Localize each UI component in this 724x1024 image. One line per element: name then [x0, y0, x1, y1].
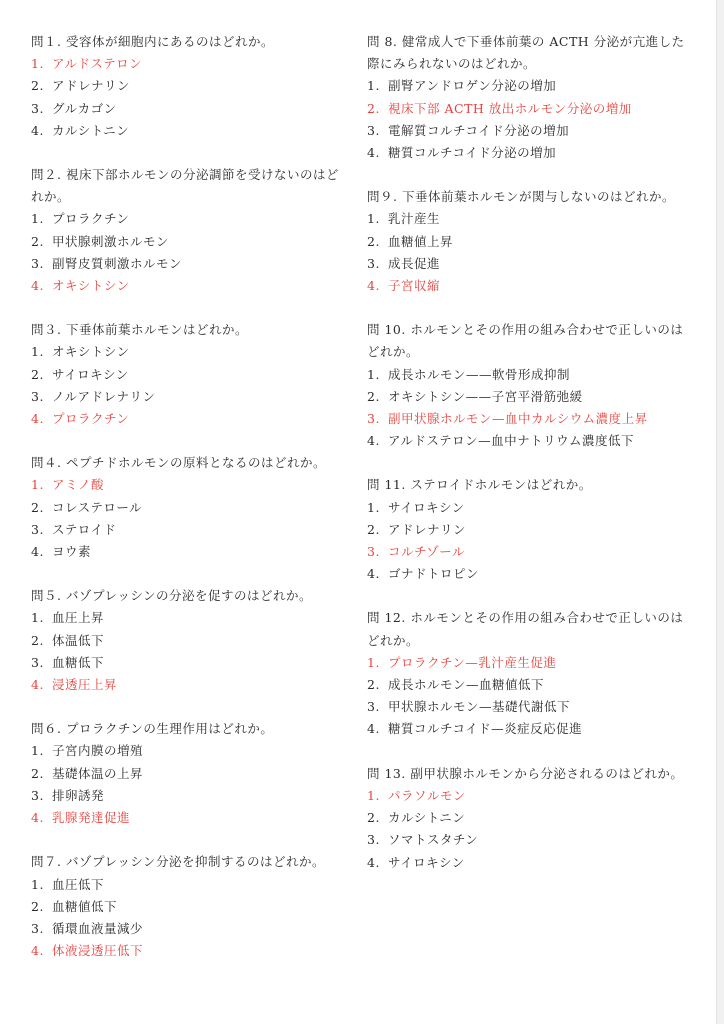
option-number: 2. [367, 677, 380, 693]
option-text: 血糖低下 [52, 654, 105, 670]
option-number: 3. [367, 544, 380, 560]
option-number: 3. [31, 100, 44, 116]
option-3 [367, 696, 687, 718]
option-text: 副腎アンドロゲン分泌の増加 [388, 78, 557, 94]
option-4 [31, 541, 351, 563]
option-1 [31, 740, 351, 762]
option-number: 1. [31, 211, 44, 227]
option-text: コレステロール [52, 499, 143, 515]
option-1 [367, 652, 687, 674]
option-number: 2. [31, 233, 44, 249]
option-text: カルシトニン [388, 810, 466, 826]
question-3 [31, 319, 351, 430]
option-text: 基礎体温の上昇 [52, 765, 144, 781]
option-number: 2. [367, 810, 380, 826]
option-2 [367, 519, 687, 541]
option-text: ノルアドレナリン [52, 388, 156, 404]
option-2 [31, 75, 351, 97]
option-number: 3. [31, 654, 44, 670]
option-number: 4. [367, 566, 380, 582]
question-4 [31, 452, 351, 563]
left-column [31, 31, 351, 984]
question-text: 問 10. ホルモンとその作用の組み合わせで正しいのはどれか。 [367, 322, 684, 360]
option-2 [31, 896, 351, 918]
option-3 [31, 785, 351, 807]
option-number: 4. [367, 433, 380, 449]
option-2 [31, 497, 351, 519]
option-number: 1. [367, 366, 380, 382]
option-number: 1. [31, 610, 44, 626]
option-text: サイロキシン [52, 366, 129, 382]
option-1 [31, 474, 351, 496]
option-text: 体液浸透圧低下 [52, 943, 144, 959]
option-text: 浸透圧上昇 [52, 677, 118, 693]
option-1 [367, 497, 687, 519]
option-text: ヨウ素 [52, 544, 92, 560]
option-3 [31, 253, 351, 275]
option-number: 2. [31, 78, 44, 94]
option-number: 1. [367, 654, 380, 670]
option-2 [367, 98, 687, 120]
option-2 [31, 630, 351, 652]
question-13 [367, 763, 687, 874]
option-number: 2. [31, 632, 44, 648]
option-number: 1. [31, 876, 44, 892]
option-2 [31, 231, 351, 253]
option-text: オキシトシン [52, 344, 130, 360]
question-10 [367, 319, 687, 452]
option-text: 乳汁産生 [388, 211, 441, 227]
option-text: プロラクチン—乳汁産生促進 [388, 654, 557, 670]
option-4 [367, 275, 687, 297]
question-12 [367, 607, 687, 740]
option-number: 2. [367, 100, 380, 116]
option-text: 糖質コルチコイド分泌の増加 [388, 145, 557, 161]
option-text: 循環血液量減少 [52, 920, 144, 936]
option-4 [31, 807, 351, 829]
option-text: プロラクチン [52, 211, 130, 227]
option-1 [31, 208, 351, 230]
option-number: 4. [31, 278, 44, 294]
option-number: 3. [367, 255, 380, 271]
option-3 [367, 253, 687, 275]
option-number: 4. [367, 145, 380, 161]
option-text: オキシトシン [52, 278, 130, 294]
question-text: 問７. バゾプレッシン分泌を抑制するのはどれか。 [31, 854, 326, 870]
option-number: 3. [367, 411, 380, 427]
option-3 [367, 120, 687, 142]
option-number: 1. [367, 211, 380, 227]
option-number: 3. [367, 832, 380, 848]
option-3 [367, 541, 687, 563]
option-number: 4. [31, 677, 44, 693]
scrollbar-track[interactable] [716, 0, 724, 1024]
option-number: 4. [31, 810, 44, 826]
question-text: 問３. 下垂体前葉ホルモンはどれか。 [31, 322, 248, 338]
option-number: 3. [31, 388, 44, 404]
option-number: 2. [31, 366, 44, 382]
option-text: グルカゴン [52, 100, 117, 116]
option-3 [31, 918, 351, 940]
option-1 [367, 208, 687, 230]
option-text: 電解質コルチコイド分泌の増加 [388, 122, 570, 138]
option-text: 甲状腺刺激ホルモン [52, 233, 170, 249]
option-number: 3. [31, 521, 44, 537]
option-3 [31, 652, 351, 674]
option-text: 成長ホルモン——軟骨形成抑制 [388, 366, 571, 382]
option-2 [31, 763, 351, 785]
option-text: アルドステロン—血中ナトリウム濃度低下 [388, 433, 635, 449]
right-column [367, 31, 687, 896]
question-7 [31, 851, 351, 962]
option-text: 甲状腺ホルモン—基礎代謝低下 [388, 699, 571, 715]
option-number: 2. [367, 233, 380, 249]
option-4 [31, 120, 351, 142]
option-text: オキシトシン——子宮平滑筋弛緩 [388, 388, 583, 404]
option-number: 3. [31, 255, 44, 271]
option-text: カルシトニン [52, 122, 130, 138]
option-number: 3. [31, 787, 44, 803]
option-4 [367, 718, 687, 740]
option-text: ステロイド [52, 521, 117, 537]
option-number: 4. [367, 278, 380, 294]
question-11 [367, 474, 687, 585]
option-number: 4. [367, 854, 380, 870]
option-2 [367, 807, 687, 829]
option-text: コルチゾール [388, 544, 466, 560]
option-text: 子宮収縮 [388, 278, 441, 294]
option-number: 2. [31, 499, 44, 515]
option-number: 1. [367, 499, 380, 515]
option-2 [367, 386, 687, 408]
option-text: 排卵誘発 [52, 787, 105, 803]
option-text: パラソルモン [388, 787, 467, 803]
option-1 [31, 341, 351, 363]
question-2 [31, 164, 351, 297]
option-text: アドレナリン [388, 521, 467, 537]
option-text: 血圧上昇 [52, 610, 105, 626]
option-3 [31, 386, 351, 408]
option-number: 4. [367, 721, 380, 737]
option-1 [31, 607, 351, 629]
option-3 [367, 408, 687, 430]
question-text: 問１. 受容体が細胞内にあるのはどれか。 [31, 34, 274, 49]
option-3 [367, 829, 687, 851]
option-number: 4. [31, 544, 44, 560]
option-number: 1. [31, 477, 44, 493]
question-text: 問４. ペプチドホルモンの原料となるのはどれか。 [31, 455, 326, 471]
option-text: サイロキシン [388, 499, 465, 515]
question-5 [31, 585, 351, 696]
option-number: 3. [31, 920, 44, 936]
option-text: サイロキシン [388, 854, 465, 870]
option-text: 血糖値上昇 [388, 233, 454, 249]
question-text: 問 12. ホルモンとその作用の組み合わせで正しいのはどれか。 [367, 610, 684, 648]
question-text: 問 11. ステロイドホルモンはどれか。 [367, 477, 592, 493]
option-text: プロラクチン [52, 411, 130, 427]
option-2 [31, 364, 351, 386]
option-4 [367, 430, 687, 452]
option-number: 1. [367, 78, 380, 94]
option-number: 4. [31, 411, 44, 427]
option-4 [367, 852, 687, 874]
option-text: 体温低下 [52, 632, 105, 648]
option-number: 2. [367, 521, 380, 537]
question-text: 問５. バゾプレッシンの分泌を促すのはどれか。 [31, 588, 313, 604]
question-9 [367, 186, 687, 297]
option-1 [31, 874, 351, 896]
question-text: 問６. プロラクチンの生理作用はどれか。 [31, 721, 274, 737]
option-number: 3. [367, 122, 380, 138]
option-number: 2. [31, 765, 44, 781]
question-1 [31, 31, 351, 142]
option-text: 乳腺発達促進 [52, 810, 131, 826]
option-text: 血糖値低下 [52, 898, 118, 914]
option-text: 副甲状腺ホルモン—血中カルシウム濃度上昇 [388, 411, 648, 427]
question-text: 問 13. 副甲状腺ホルモンから分泌されるのはどれか。 [367, 765, 684, 781]
option-3 [31, 519, 351, 541]
option-3 [31, 98, 351, 120]
question-text: 問９. 下垂体前葉ホルモンが関与しないのはどれか。 [367, 189, 675, 205]
option-number: 4. [31, 943, 44, 959]
option-number: 1. [31, 56, 44, 72]
option-4 [367, 563, 687, 585]
option-text: 糖質コルチコイド—炎症反応促進 [388, 721, 583, 737]
option-number: 1. [31, 344, 44, 360]
option-text: アルドステロン [52, 56, 143, 72]
option-2 [367, 231, 687, 253]
option-text: アドレナリン [52, 78, 131, 94]
option-number: 1. [31, 743, 44, 759]
option-text: 成長ホルモン—血糖値低下 [388, 677, 545, 693]
option-text: 視床下部 ACTH 放出ホルモン分泌の増加 [388, 100, 632, 116]
option-number: 2. [31, 898, 44, 914]
question-text: 問 8. 健常成人で下垂体前葉の ACTH 分泌が亢進した際にみられないのはどれか。 [367, 34, 685, 72]
option-1 [367, 75, 687, 97]
option-1 [31, 53, 351, 75]
question-6 [31, 718, 351, 829]
option-number: 2. [367, 388, 380, 404]
option-4 [31, 408, 351, 430]
question-text: 問２. 視床下部ホルモンの分泌調節を受けないのはどれか。 [31, 167, 339, 205]
option-number: 1. [367, 787, 380, 803]
option-text: 血圧低下 [52, 876, 105, 892]
option-text: 成長促進 [388, 255, 441, 271]
option-text: 副腎皮質刺激ホルモン [52, 255, 183, 271]
option-text: ゴナドトロピン [388, 566, 480, 582]
option-number: 3. [367, 699, 380, 715]
option-4 [31, 940, 351, 962]
option-number: 4. [31, 122, 44, 138]
option-2 [367, 674, 687, 696]
option-text: アミノ酸 [52, 477, 105, 493]
option-4 [367, 142, 687, 164]
question-8 [367, 31, 687, 164]
option-text: ソマトスタチン [388, 832, 479, 848]
option-1 [367, 364, 687, 386]
option-4 [31, 674, 351, 696]
option-text: 子宮内膜の増殖 [52, 743, 144, 759]
option-4 [31, 275, 351, 297]
option-1 [367, 785, 687, 807]
